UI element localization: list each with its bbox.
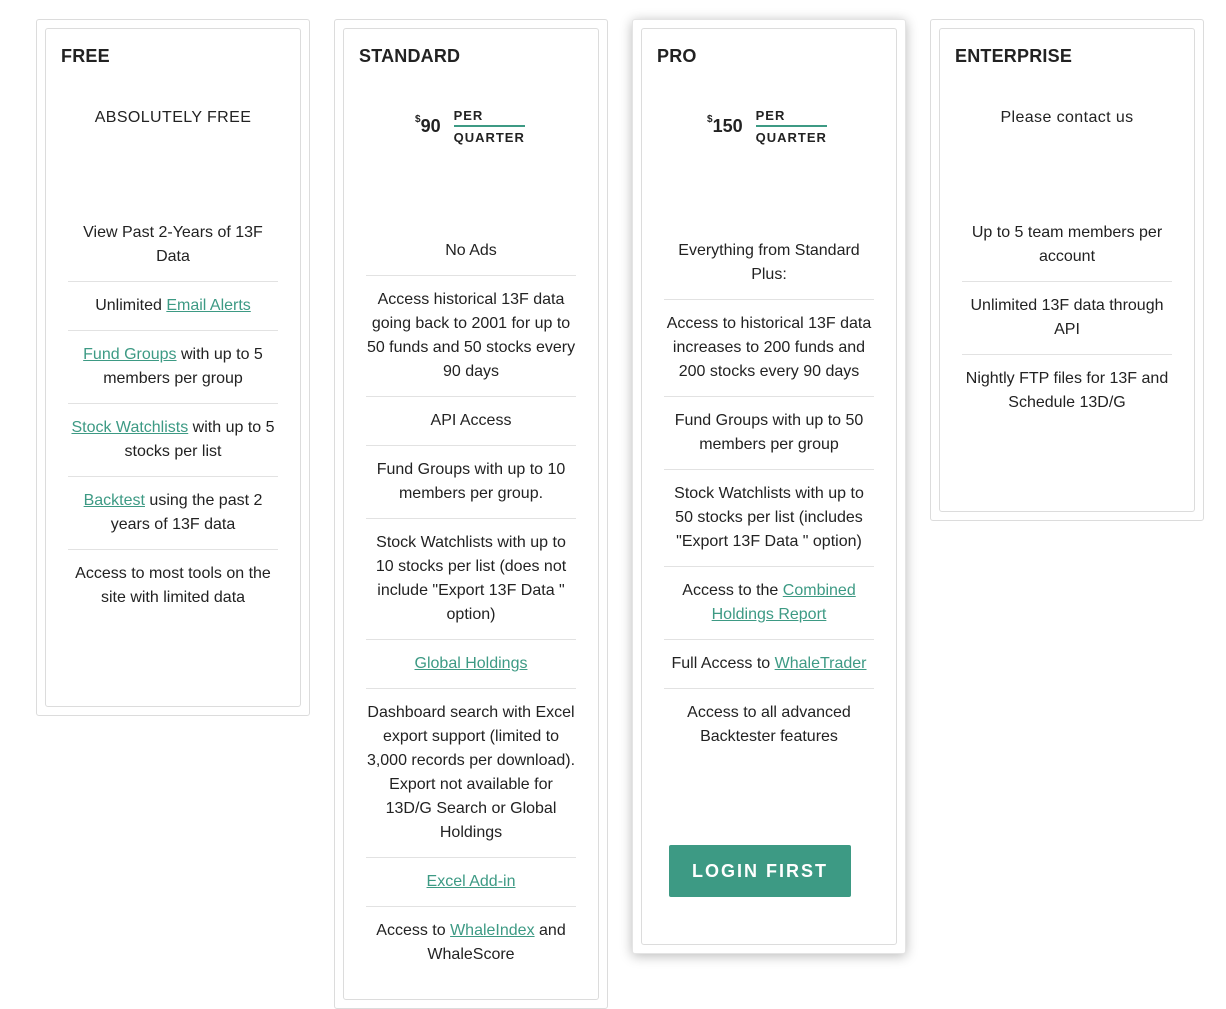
plan-name: PRO [657,46,697,66]
feature-item: Up to 5 team members per account [962,221,1172,282]
feature-item: No Ads [366,239,576,276]
feature-item: View Past 2-Years of 13F Data [68,221,278,282]
plan-name: FREE [61,46,110,66]
login-first-button[interactable]: LOGIN FIRST [669,845,851,897]
feature-item: Unlimited 13F data through API [962,282,1172,355]
feature-list [962,221,1172,427]
feature-item: Dashboard search with Excel export support (limited to 3,000 records per download). Export not available for 13D/G Search or Global Holdings [366,689,576,858]
plan-name: ENTERPRISE [955,46,1073,66]
feature-item: Unlimited Email Alerts [68,282,278,331]
price-amount: 90 [420,116,441,136]
global-holdings-link[interactable]: Global Holdings [414,655,528,672]
backtest-link[interactable]: Backtest [83,492,145,509]
feature-item: Access historical 13F data going back to 2001 for up to 50 funds and 50 stocks every 90 days [366,276,576,397]
plan-name: STANDARD [359,46,461,66]
feature-item: Access to all advanced Backtester features [687,704,851,745]
feature-item: Stock Watchlists with up to 5 stocks per list [68,404,278,477]
feature-item: API Access [366,397,576,446]
combined-holdings-report-link[interactable]: Combined Holdings Report [711,582,856,623]
feature-item: Stock Watchlists with up to 10 stocks per list (does not include "Export 13F Data " option) [366,519,576,640]
plan-price: Please contact us [1000,109,1134,126]
excel-addin-link[interactable]: Excel Add-in [426,873,516,890]
plan-card-enterprise [930,19,1204,521]
whaleindex-link[interactable]: WhaleIndex [450,922,535,939]
currency-symbol: $ [707,114,713,125]
price-period: PER QUARTER [755,108,827,145]
plan-price: ABSOLUTELY FREE [94,109,252,126]
feature-item: Fund Groups with up to 5 members per group [68,331,278,404]
feature-item: Nightly FTP files for 13F and Schedule 13D/G [965,370,1169,411]
plan-card-free [36,19,310,716]
plan-card-standard [334,19,608,1009]
feature-item: Full Access to WhaleTrader [664,640,874,689]
fund-groups-link[interactable]: Fund Groups [83,346,177,363]
feature-list [366,239,576,979]
feature-item: Fund Groups with up to 10 members per group. [366,446,576,519]
feature-item: Backtest using the past 2 years of 13F data [68,477,278,550]
feature-item: Stock Watchlists with up to 50 stocks per list (includes "Export 13F Data " option) [664,470,874,567]
feature-item: Access to WhaleIndex and WhaleScore [376,922,566,963]
whaletrader-link[interactable]: WhaleTrader [774,655,867,672]
feature-item: Fund Groups with up to 50 members per group [664,397,874,470]
feature-item: Access to most tools on the site with limited data [75,565,271,606]
price-period: PER QUARTER [453,108,525,145]
feature-item [366,858,576,907]
feature-list [68,221,278,622]
stock-watchlists-link[interactable]: Stock Watchlists [71,419,189,436]
feature-item: Access to historical 13F data increases to 200 funds and 200 stocks every 90 days [664,300,874,397]
plan-price [707,108,827,146]
feature-item [366,640,576,689]
feature-item: Access to the Combined Holdings Report [664,567,874,640]
plan-card-pro [632,19,906,954]
email-alerts-link[interactable]: Email Alerts [166,297,251,314]
currency-symbol: $ [415,114,421,125]
feature-item: Everything from Standard Plus: [664,239,874,300]
feature-list [664,239,874,761]
price-amount: 150 [712,116,743,136]
plan-price [415,108,525,146]
